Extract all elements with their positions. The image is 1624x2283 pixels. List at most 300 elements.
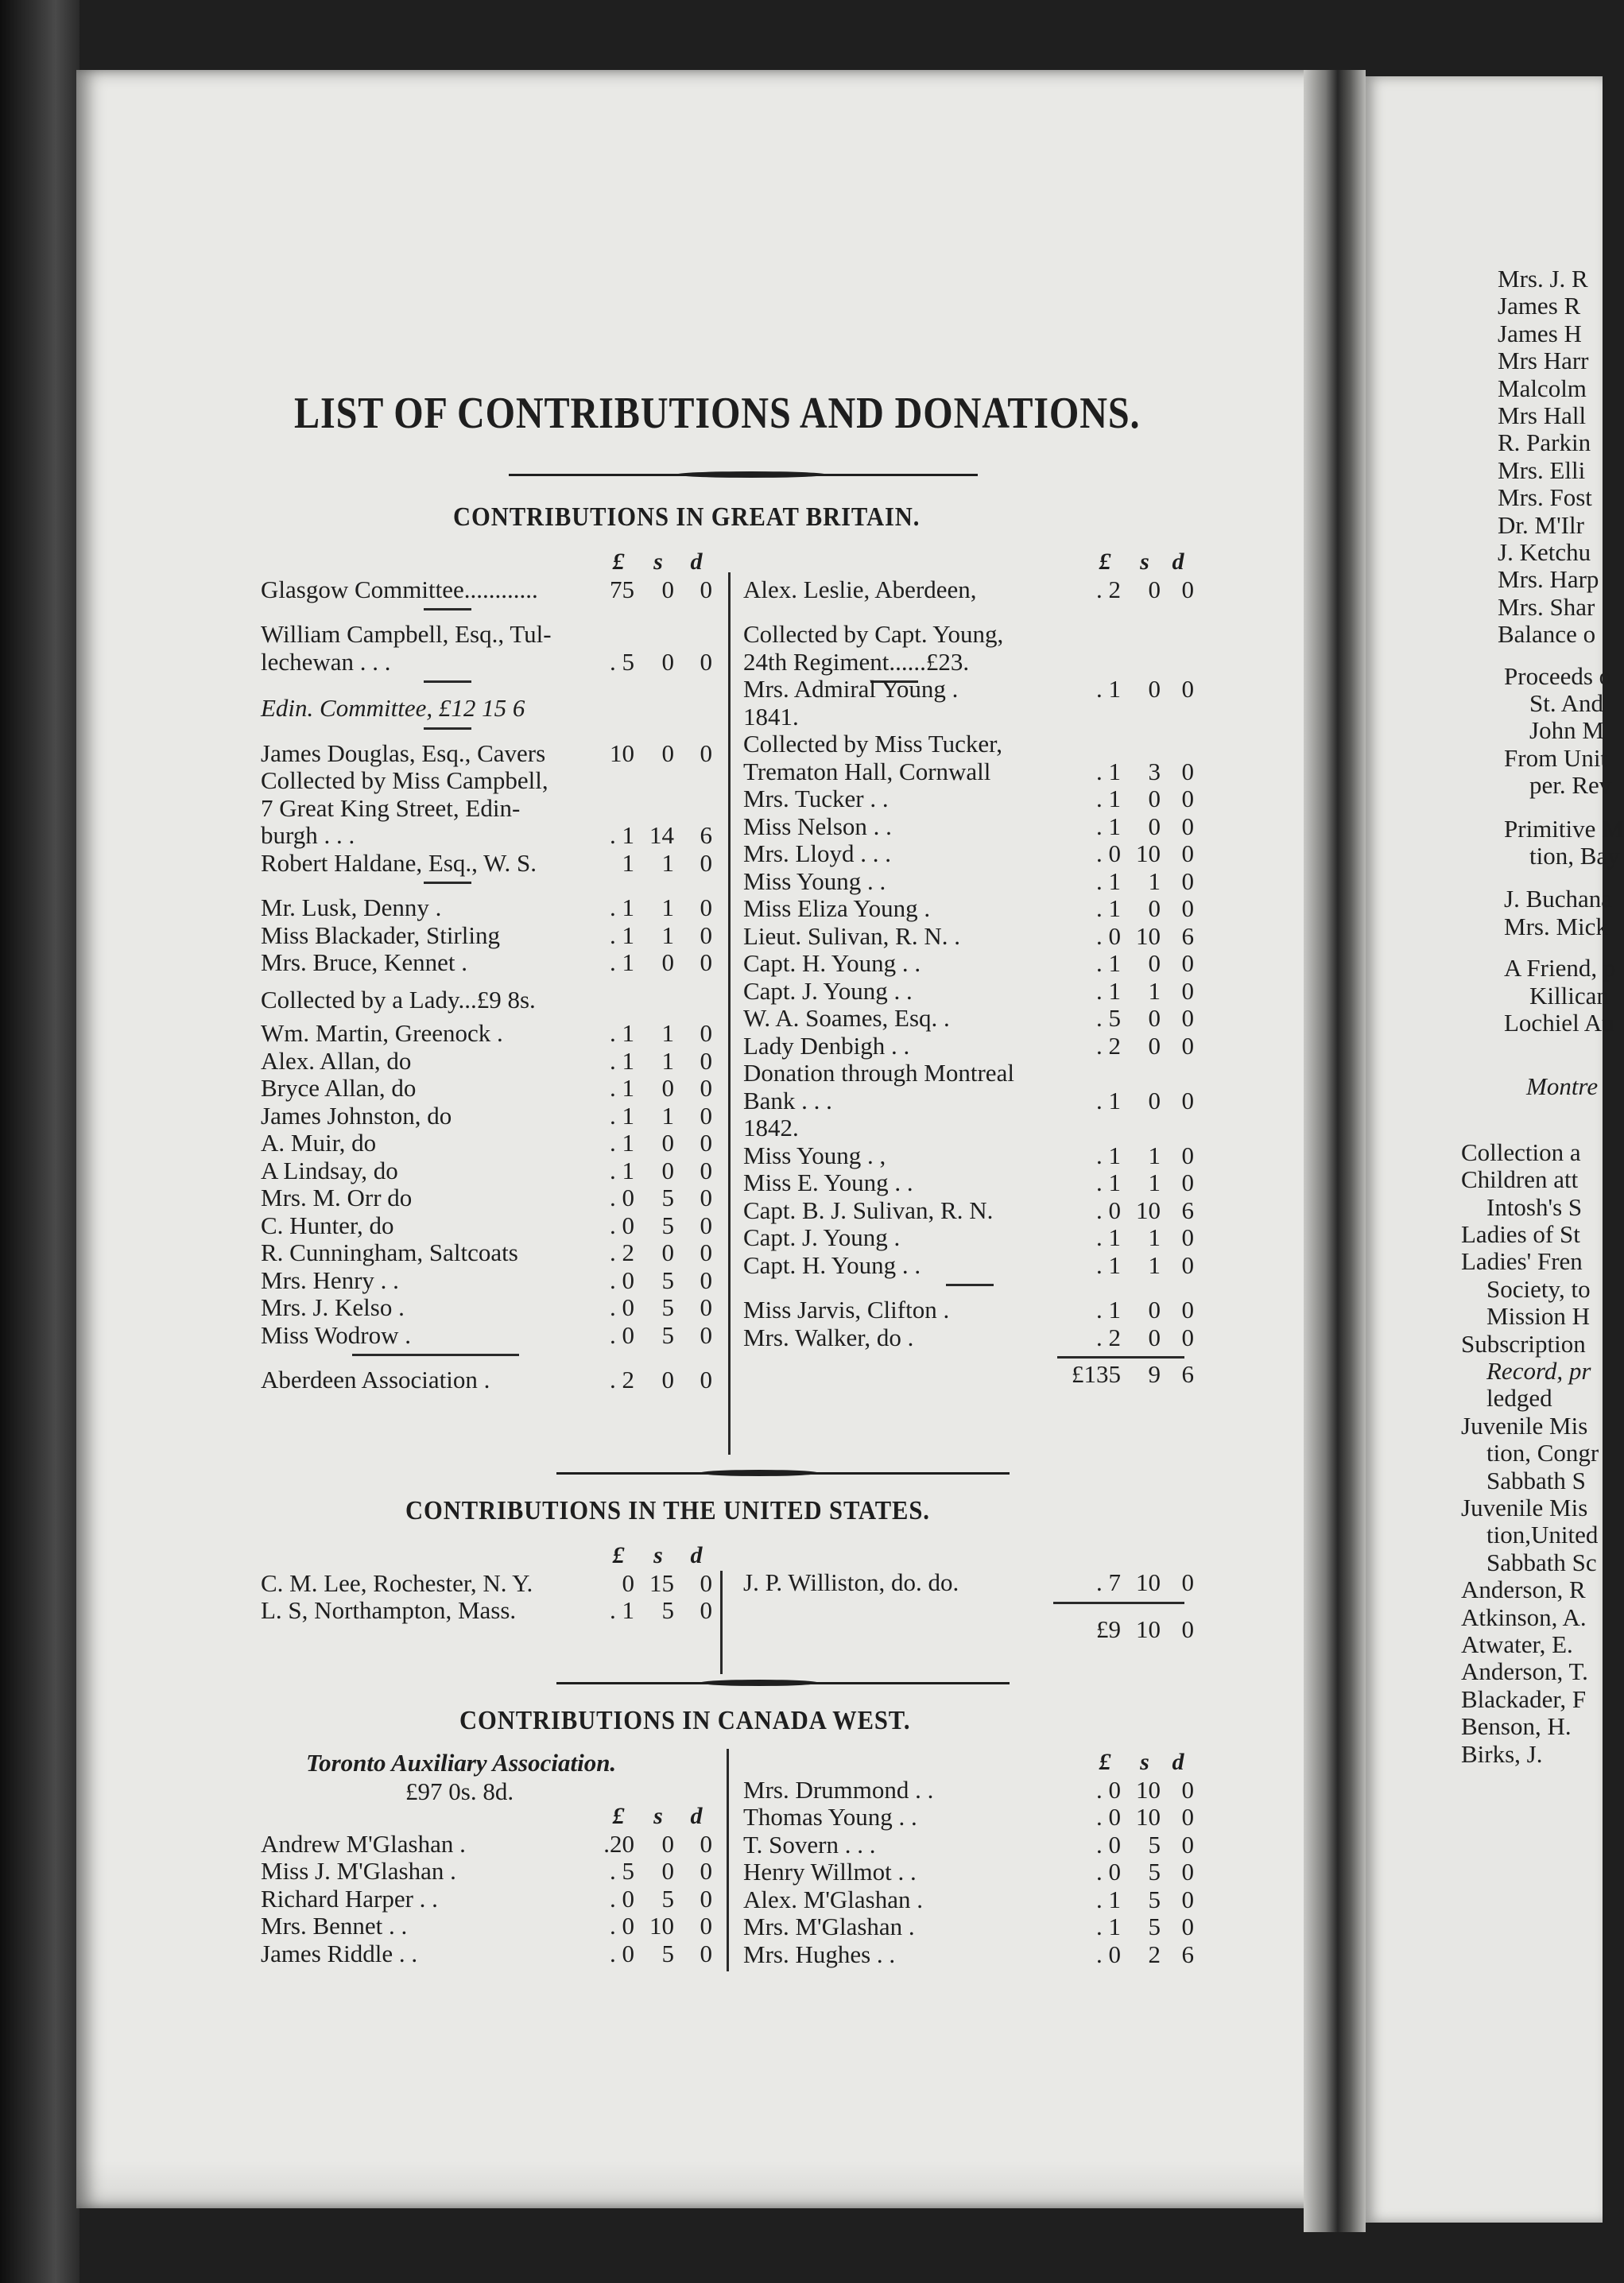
amount-pence: 0 (1181, 812, 1194, 840)
entry-row (743, 840, 1200, 868)
amount-shillings: 1 (1148, 1250, 1161, 1279)
amount-pounds: . 2 (610, 1238, 634, 1266)
separator-rule (352, 1354, 519, 1356)
facing-page-line: R. Parkin (1498, 428, 1591, 457)
amount-pounds: . 0 (1096, 1940, 1121, 1968)
entry-row (743, 1569, 1200, 1597)
facing-page-line: J. Ketchu (1498, 538, 1591, 566)
amount-pounds: . 1 (1096, 1169, 1121, 1196)
amount-shillings: 5 (661, 1320, 674, 1349)
amount-shillings: 0 (661, 1857, 674, 1885)
amount-shillings: 5 (661, 1884, 674, 1913)
amount-pounds: . 2 (1096, 575, 1121, 603)
currency-header (261, 548, 722, 576)
amount-pence: 0 (700, 1912, 712, 1940)
facing-page-line: Atwater, E. (1461, 1630, 1573, 1658)
amount-shillings: 0 (661, 575, 674, 603)
entry-row (261, 1239, 722, 1267)
entry-row (743, 1804, 1200, 1831)
separator-rule (946, 1284, 994, 1286)
entry-name: 7 Great King Street, Edin- (261, 793, 521, 822)
amount-pounds: . 1 (610, 921, 634, 949)
entry-row (743, 813, 1200, 841)
amount-shillings: 5 (661, 1596, 674, 1624)
entry-name: 1841. (743, 702, 799, 731)
entry-name: Capt. H. Young . . (743, 949, 921, 977)
entry-name: Mrs. Admiral Young . (743, 675, 959, 703)
facing-page-line: Mrs. Harp (1498, 565, 1599, 594)
amount-pounds: . 0 (1096, 1775, 1121, 1804)
facing-page-line: A Friend, p (1504, 954, 1616, 983)
amount-pounds: . 1 (610, 1596, 634, 1624)
amount-shillings: 0 (1148, 894, 1161, 922)
facing-page-line: Record, pr (1486, 1357, 1591, 1385)
facing-page-line: ledged (1486, 1384, 1552, 1413)
entry-row (261, 695, 722, 723)
amount-pence: 0 (1181, 1913, 1194, 1940)
amount-pence: 0 (700, 647, 712, 676)
amount-pence: 0 (1181, 1885, 1194, 1913)
amount-pounds: . 0 (1096, 1803, 1121, 1831)
amount-shillings: 0 (1148, 1031, 1161, 1060)
entry-row (261, 621, 722, 649)
facing-page-line: John M (1529, 716, 1604, 745)
entry-name: Capt. J. Young . (743, 1223, 901, 1251)
facing-page-line: Birks, J. (1461, 1739, 1543, 1768)
page-title: LIST OF CONTRIBUTIONS AND DONATIONS. (294, 389, 1141, 438)
amount-pence: 0 (1181, 1803, 1194, 1831)
facing-page-line: tion, Bay (1529, 842, 1620, 870)
entry-row (743, 1005, 1200, 1033)
facing-page-line: Ladies of St (1461, 1220, 1580, 1248)
facing-page-line: per. Rev (1529, 771, 1612, 800)
amount-shillings: 0 (1148, 1004, 1161, 1032)
separator-rule (1057, 1356, 1184, 1359)
facing-page-line: Mission H (1486, 1302, 1591, 1331)
amount-pounds: . 1 (1096, 866, 1121, 895)
entry-row (743, 1224, 1200, 1252)
entry-row (743, 1060, 1200, 1087)
entry-row (743, 676, 1200, 704)
entry-name: Capt. B. J. Sulivan, R. N. (743, 1196, 994, 1224)
amount-shillings: 10 (1136, 839, 1161, 867)
currency-header-d: d (1172, 1749, 1184, 1775)
amount-shillings: 10 (1136, 921, 1161, 950)
entry-row (743, 1886, 1200, 1914)
amount-pounds: . 2 (1096, 1031, 1121, 1060)
entry-name: Alex. Allan, do (261, 1046, 412, 1075)
entry-row (261, 649, 722, 676)
amount-pence: 0 (1181, 894, 1194, 922)
facing-page-line: Collection a (1461, 1138, 1581, 1166)
amount-shillings: 5 (661, 1293, 674, 1321)
facing-page-line: Juvenile Mis (1461, 1494, 1588, 1521)
amount-pounds: . 1 (1096, 757, 1121, 785)
amount-pounds: . 0 (610, 1293, 634, 1321)
amount-shillings: 0 (661, 1156, 674, 1184)
amount-pounds: . 1 (610, 893, 634, 921)
entry-row (261, 1130, 722, 1157)
amount-pounds: . 5 (1096, 1004, 1121, 1032)
amount-shillings: 5 (661, 1939, 674, 1967)
amount-shillings: 0 (1148, 785, 1161, 812)
entry-row (261, 1212, 722, 1240)
entry-name: Mrs. Hughes . . (743, 1940, 896, 1968)
facing-page-line: Montre (1526, 1072, 1599, 1101)
entry-row (261, 1913, 722, 1940)
amount-pounds: . 0 (610, 1939, 634, 1967)
entry-row (261, 1075, 722, 1103)
amount-shillings: 1 (1148, 1141, 1161, 1169)
entry-name: Lady Denbigh . . (743, 1031, 910, 1060)
entry-row (743, 1169, 1200, 1197)
amount-pence: 0 (700, 1829, 712, 1858)
amount-pence: 0 (700, 921, 712, 949)
amount-shillings: 5 (661, 1266, 674, 1294)
entry-row (743, 621, 1200, 649)
amount-shillings: 0 (661, 1366, 674, 1393)
currency-header-l: £ (612, 548, 625, 575)
amount-shillings: 1 (661, 921, 674, 949)
entry-row (743, 1777, 1200, 1804)
amount-shillings: 0 (661, 647, 674, 676)
entry-name: 24th Regiment......£23. (743, 647, 970, 676)
amount-pounds: 1 (622, 848, 634, 877)
entry-name: J. P. Williston, do. do. (743, 1568, 959, 1596)
amount-pence: 0 (1181, 1775, 1194, 1804)
entry-name: Miss E. Young . . (743, 1169, 913, 1196)
page-gutter (1304, 70, 1366, 2232)
amount-shillings: 0 (661, 948, 674, 976)
amount-pence: 6 (1181, 1196, 1194, 1224)
amount-pence: 0 (1181, 839, 1194, 867)
amount-pounds: . 1 (1096, 675, 1121, 703)
amount-pounds: . 1 (610, 1074, 634, 1102)
entry-row (743, 868, 1200, 896)
amount-pence: 0 (700, 738, 712, 767)
amount-pence: 0 (1181, 1568, 1194, 1596)
facing-page-line: Mrs. Mick (1504, 912, 1608, 940)
currency-header-s: s (1140, 1749, 1149, 1775)
amount-shillings: 0 (1148, 1086, 1161, 1114)
entry-row (743, 1114, 1200, 1142)
amount-pence: 0 (1181, 866, 1194, 895)
currency-header-l: £ (612, 1542, 625, 1568)
amount-pence: 0 (700, 1046, 712, 1075)
entry-row (261, 1831, 722, 1859)
amount-shillings: 1 (661, 1101, 674, 1130)
entry-row (261, 767, 722, 795)
entry-name: T. Sovern . . . (743, 1830, 876, 1859)
entry-name: C. M. Lee, Rochester, N. Y. (261, 1568, 533, 1597)
entry-name: lechewan . . . (261, 647, 391, 676)
amount-pence: 0 (700, 948, 712, 976)
facing-page-line: Anderson, R (1461, 1576, 1586, 1604)
amount-pence: 0 (1181, 1141, 1194, 1169)
amount-shillings: 5 (1148, 1830, 1161, 1859)
separator-rule (424, 680, 471, 683)
amount-pence: 0 (1181, 976, 1194, 1005)
amount-pounds: . 1 (1096, 785, 1121, 812)
facing-page-line: Lochiel Au (1504, 1009, 1614, 1037)
amount-pence: 6 (1181, 1360, 1194, 1388)
entry-row (261, 1184, 722, 1212)
entry-name: C. Hunter, do (261, 1211, 394, 1239)
entry-row (743, 1616, 1200, 1644)
entry-row (261, 576, 722, 604)
currency-header-s: s (653, 1803, 663, 1829)
column-divider (728, 572, 731, 1455)
column-divider (727, 1749, 729, 1971)
amount-pence: 0 (1181, 675, 1194, 703)
amount-pence: 0 (1181, 1296, 1194, 1324)
entry-name: Mrs. Drummond . . (743, 1775, 934, 1804)
amount-shillings: 10 (1136, 1568, 1161, 1596)
amount-pounds: . 0 (1096, 1830, 1121, 1859)
entry-row (743, 758, 1200, 786)
entry-name: Miss Nelson . . (743, 812, 892, 840)
entry-name: Wm. Martin, Greenock . (261, 1019, 503, 1047)
facing-page-line: Proceeds o (1504, 661, 1612, 690)
amount-pence: 0 (1181, 1830, 1194, 1859)
entry-name: Donation through Montreal (743, 1059, 1014, 1087)
entry-row (261, 949, 722, 977)
entry-row (743, 1297, 1200, 1324)
facing-page-line: Subscription (1461, 1329, 1586, 1358)
entry-row (261, 1103, 722, 1130)
entry-name: A Lindsay, do (261, 1156, 398, 1184)
entry-name: L. S, Northampton, Mass. (261, 1596, 517, 1624)
amount-shillings: 0 (1148, 812, 1161, 840)
entry-name: William Campbell, Esq., Tul- (261, 620, 552, 648)
amount-pounds: . 1 (1096, 1296, 1121, 1324)
facing-page-line: Society, to (1486, 1274, 1591, 1303)
entry-name: Mrs. Henry . . (261, 1266, 399, 1294)
entry-row (743, 895, 1200, 923)
entry-name: James Johnston, do (261, 1101, 452, 1130)
entry-row (743, 1913, 1200, 1941)
facing-page-line: Balance o (1498, 620, 1596, 649)
facing-page-line: Mrs. Fost (1498, 483, 1592, 512)
amount-shillings: 1 (661, 848, 674, 877)
facing-page-line: Primitive M (1504, 814, 1624, 843)
amount-pounds: . 0 (610, 1211, 634, 1239)
facing-page-line: Sabbath Sc (1486, 1548, 1597, 1576)
title-ornament (676, 471, 827, 478)
entry-name: Thomas Young . . (743, 1803, 917, 1831)
entry-name: Glasgow Committee............ (261, 575, 538, 603)
amount-shillings: 9 (1148, 1360, 1161, 1388)
amount-shillings: 0 (1148, 1296, 1161, 1324)
entry-name: Alex. M'Glashan . (743, 1885, 923, 1913)
entry-name: Miss Eliza Young . (743, 894, 931, 922)
entry-row (743, 704, 1200, 731)
amount-pence: 0 (700, 1238, 712, 1266)
amount-pounds: . 0 (610, 1884, 634, 1913)
amount-pounds: . 1 (1096, 812, 1121, 840)
entry-row (743, 1361, 1200, 1389)
amount-pence: 0 (700, 1366, 712, 1393)
currency-header (261, 1803, 722, 1831)
amount-pounds: . 1 (610, 1156, 634, 1184)
amount-shillings: 5 (1148, 1858, 1161, 1886)
amount-shillings: 2 (1148, 1940, 1161, 1968)
amount-pence: 0 (700, 1101, 712, 1130)
facing-page-line: tion,United (1486, 1521, 1599, 1549)
entry-name: burgh . . . (261, 821, 355, 849)
facing-page-line: Ladies' Fren (1461, 1247, 1583, 1276)
entry-name: Edin. Committee, £12 15 6 (261, 694, 525, 722)
amount-pounds: . 1 (1096, 976, 1121, 1005)
entry-row (261, 740, 722, 768)
facing-page-line: Mrs Harr (1498, 347, 1589, 375)
toronto-auxiliary-heading: Toronto Auxiliary Association. (306, 1749, 617, 1777)
amount-shillings: 5 (661, 1184, 674, 1211)
amount-pence: 0 (700, 1156, 712, 1184)
section-ornament (700, 1680, 819, 1686)
entry-row (261, 1322, 722, 1350)
facing-page-line: J. Buchana (1504, 885, 1613, 913)
currency-header-s: s (653, 1542, 663, 1568)
entry-row (743, 950, 1200, 978)
amount-pounds: . 1 (1096, 1223, 1121, 1251)
amount-pounds: . 0 (1096, 1196, 1121, 1224)
amount-shillings: 0 (661, 1074, 674, 1102)
entry-row (261, 822, 722, 850)
amount-pence: 0 (700, 1320, 712, 1349)
amount-pence: 0 (700, 1019, 712, 1047)
entry-row (743, 731, 1200, 758)
amount-pence: 0 (1181, 1004, 1194, 1032)
amount-pounds: . 0 (610, 1320, 634, 1349)
amount-pounds: . 1 (610, 1129, 634, 1157)
amount-pounds: . 5 (610, 647, 634, 676)
amount-shillings: 1 (1148, 1169, 1161, 1196)
entry-row (743, 1941, 1200, 1969)
amount-pounds: £135 (1072, 1360, 1121, 1388)
amount-pounds: . 5 (610, 1857, 634, 1885)
amount-pence: 0 (700, 1211, 712, 1239)
entry-name: Miss Wodrow . (261, 1320, 411, 1349)
facing-page (1366, 76, 1624, 2223)
amount-shillings: 0 (661, 1829, 674, 1858)
section-ornament (700, 1470, 819, 1476)
currency-header (261, 1542, 722, 1570)
entry-row (743, 978, 1200, 1006)
amount-pounds: .20 (603, 1829, 634, 1858)
entry-name: Mrs. Bennet . . (261, 1912, 408, 1940)
amount-shillings: 1 (1148, 976, 1161, 1005)
entry-name: Robert Haldane, Esq., W. S. (261, 848, 537, 877)
amount-pounds: 75 (610, 575, 634, 603)
entry-name: Bryce Allan, do (261, 1074, 417, 1102)
amount-pounds: . 7 (1096, 1568, 1121, 1596)
amount-pence: 0 (700, 1568, 712, 1597)
amount-shillings: 10 (1136, 1614, 1161, 1643)
separator-rule (424, 608, 471, 610)
entry-row (743, 1324, 1200, 1352)
entry-name: Mrs. Lloyd . . . (743, 839, 891, 867)
facing-page-line: Intosh's S (1486, 1192, 1583, 1221)
entry-row (261, 1940, 722, 1968)
entry-name: R. Cunningham, Saltcoats (261, 1238, 518, 1266)
amount-pounds: . 1 (1096, 1250, 1121, 1279)
currency-header-l: £ (1099, 548, 1111, 575)
amount-pounds: . 1 (1096, 1913, 1121, 1940)
entry-name: A. Muir, do (261, 1129, 377, 1157)
entry-row (261, 795, 722, 823)
entry-row (743, 1197, 1200, 1225)
entry-row (261, 1020, 722, 1048)
amount-pence: 0 (700, 1266, 712, 1294)
entry-row (261, 1597, 722, 1625)
entry-name: Collected by Miss Campbell, (261, 766, 548, 794)
amount-shillings: 0 (661, 1238, 674, 1266)
entry-name: Aberdeen Association . (261, 1366, 490, 1393)
amount-pence: 0 (700, 1074, 712, 1102)
entry-name: Collected by Miss Tucker, (743, 730, 1002, 758)
amount-pounds: . 0 (1096, 1858, 1121, 1886)
section-heading-great-britain: CONTRIBUTIONS IN GREAT BRITAIN. (453, 502, 921, 532)
amount-shillings: 0 (1148, 1323, 1161, 1351)
currency-header-s: s (1140, 548, 1149, 575)
entry-name: Mr. Lusk, Denny . (261, 893, 442, 921)
section-heading-canada-west: CONTRIBUTIONS IN CANADA WEST. (459, 1706, 911, 1735)
entry-row (261, 850, 722, 878)
amount-pounds: . 1 (1096, 894, 1121, 922)
amount-pounds: . 0 (610, 1266, 634, 1294)
amount-shillings: 15 (649, 1568, 674, 1597)
amount-pounds: . 0 (610, 1184, 634, 1211)
amount-shillings: 0 (1148, 675, 1161, 703)
amount-pounds: . 1 (1096, 1885, 1121, 1913)
amount-pounds: 10 (610, 738, 634, 767)
entry-name: Miss Blackader, Stirling (261, 921, 500, 949)
facing-page-line: Dr. M'Ilr (1498, 510, 1584, 539)
amount-pounds: . 1 (610, 1019, 634, 1047)
entry-name: Collected by a Lady...£9 8s. (261, 985, 536, 1014)
currency-header (743, 1749, 1200, 1777)
entry-row (261, 1366, 722, 1394)
amount-shillings: 0 (661, 738, 674, 767)
amount-shillings: 5 (661, 1211, 674, 1239)
entry-row (261, 1294, 722, 1322)
amount-pence: 6 (700, 821, 712, 849)
amount-pounds: . 1 (1096, 1141, 1121, 1169)
amount-pounds: . 2 (1096, 1323, 1121, 1351)
book-binding (0, 0, 79, 2283)
entry-row (743, 1142, 1200, 1170)
amount-pence: 0 (700, 1857, 712, 1885)
facing-page-line: Mrs. J. R (1498, 265, 1588, 293)
amount-pounds: . 0 (1096, 839, 1121, 867)
facing-page-line: Malcolm (1498, 374, 1587, 402)
currency-header-d: d (690, 548, 703, 575)
toronto-auxiliary-total: £97 0s. 8d. (405, 1777, 514, 1805)
section-heading-united-states: CONTRIBUTIONS IN THE UNITED STATES. (405, 1496, 930, 1525)
amount-pounds: . 1 (610, 821, 634, 849)
amount-pence: 0 (1181, 1169, 1194, 1196)
amount-pence: 0 (1181, 1250, 1194, 1279)
facing-page-line: Anderson, T. (1461, 1657, 1588, 1686)
entry-name: Collected by Capt. Young, (743, 620, 1004, 648)
entry-row (743, 1831, 1200, 1859)
amount-pence: 0 (700, 1939, 712, 1967)
amount-pence: 0 (700, 1884, 712, 1913)
separator-rule (424, 882, 471, 884)
amount-pence: 0 (1181, 785, 1194, 812)
separator-rule (1053, 1602, 1184, 1604)
